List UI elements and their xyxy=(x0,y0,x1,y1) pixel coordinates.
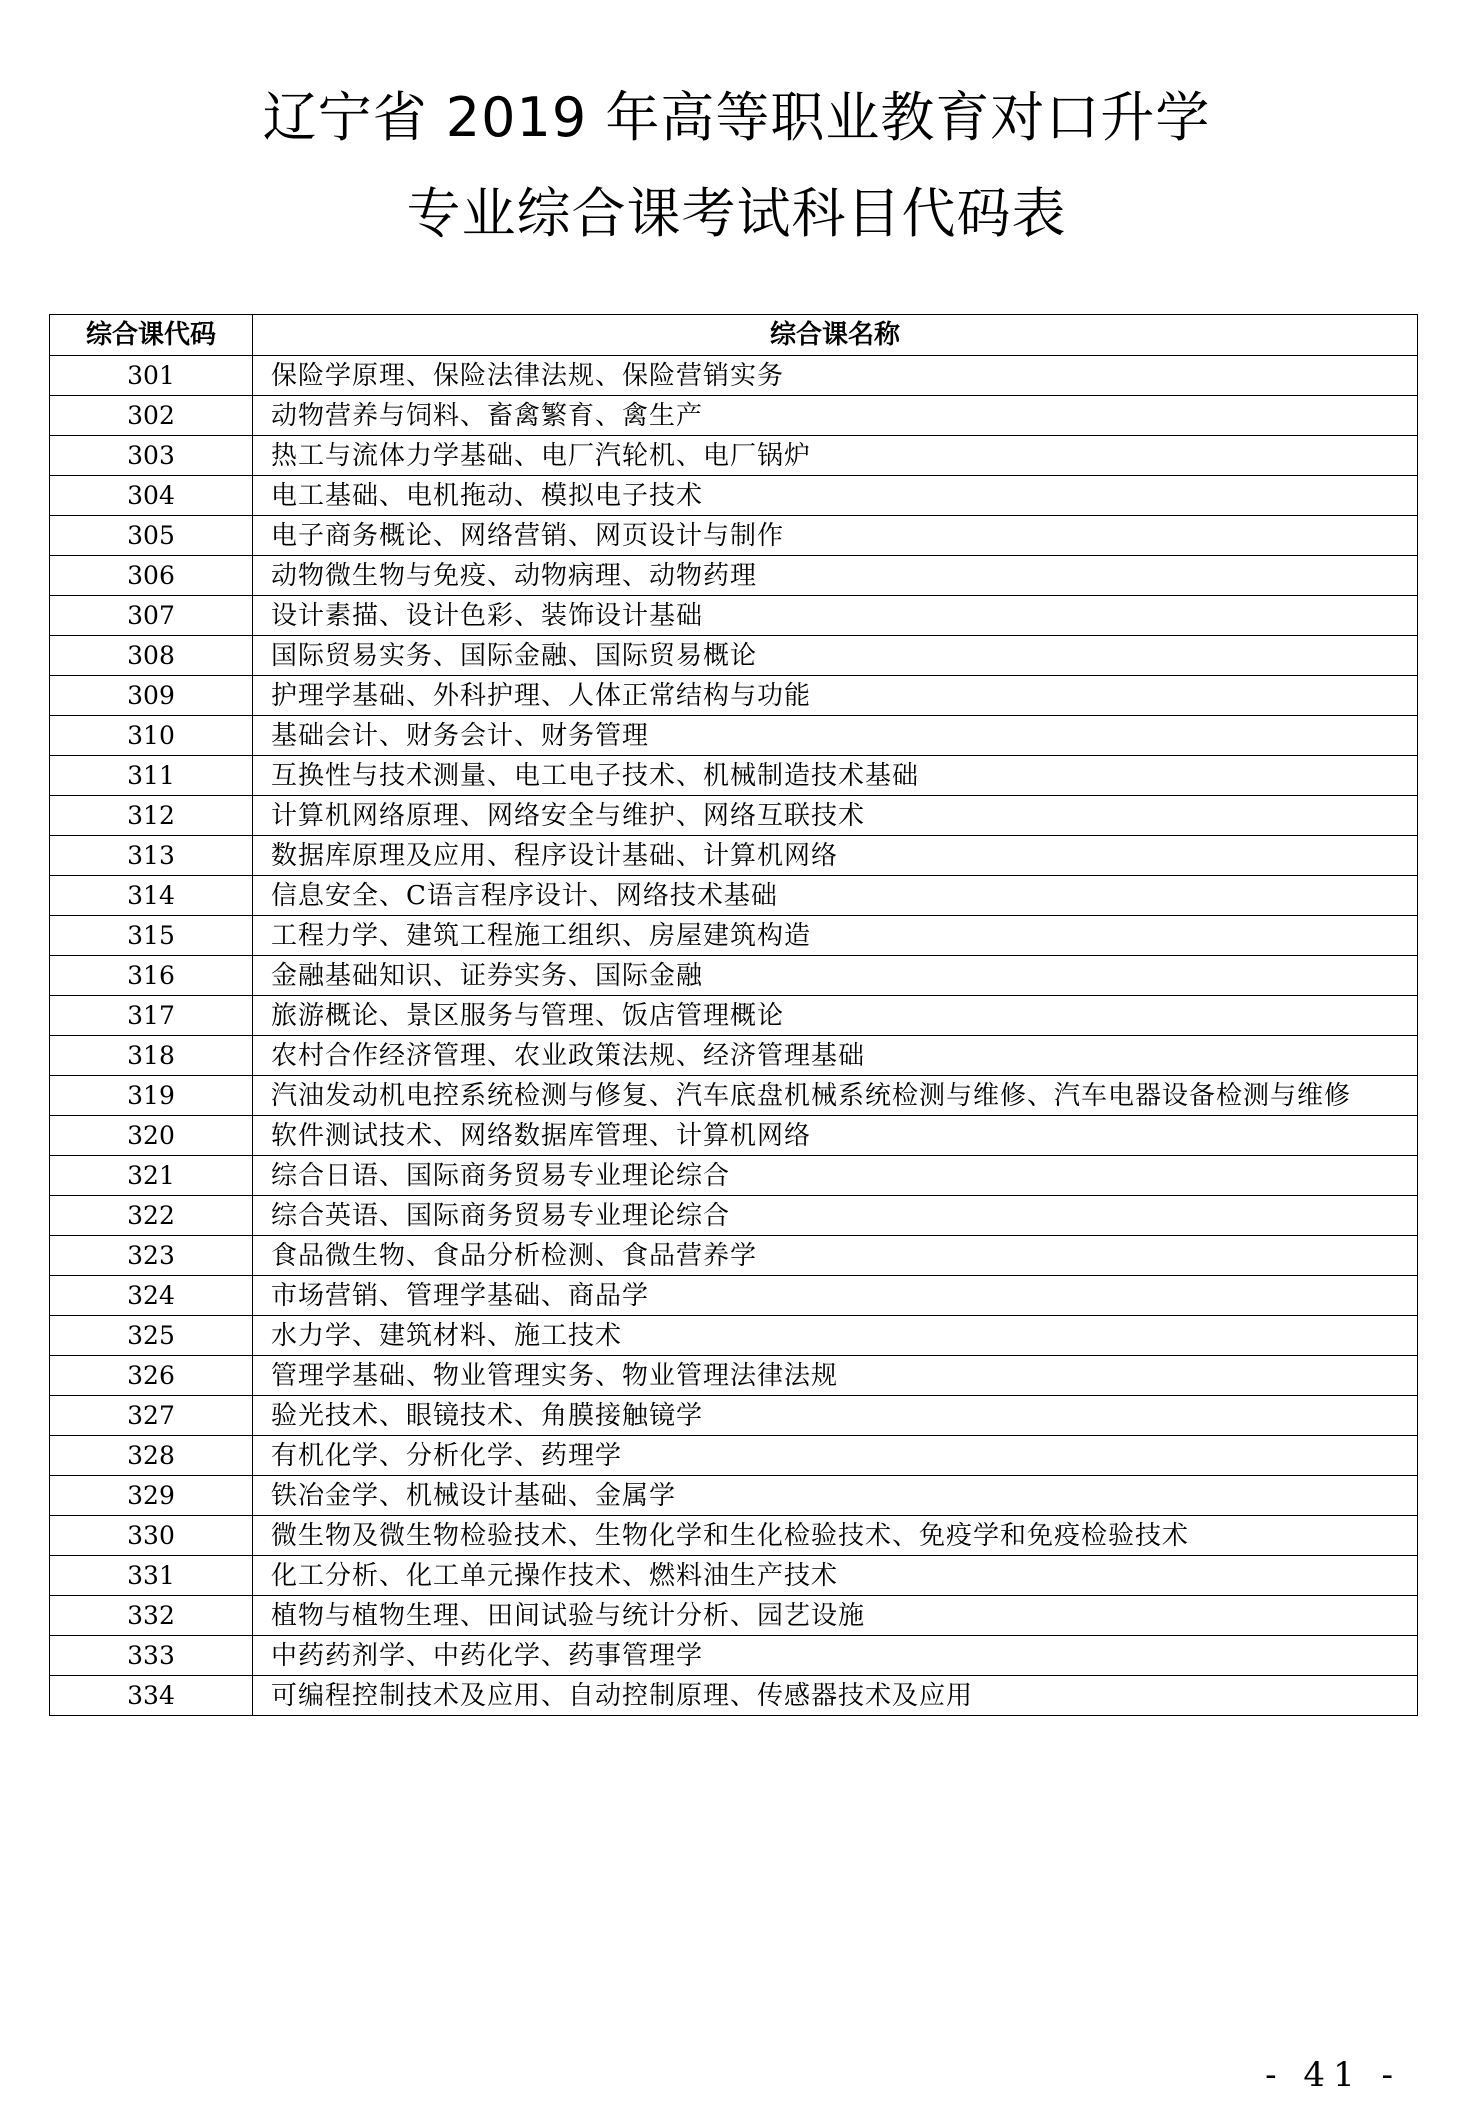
course-name-cell: 信息安全、C语言程序设计、网络技术基础 xyxy=(253,876,1418,916)
course-name-cell: 基础会计、财务会计、财务管理 xyxy=(253,716,1418,756)
course-code-cell: 302 xyxy=(50,396,253,436)
table-row xyxy=(50,1196,1418,1236)
table-row xyxy=(50,836,1418,876)
page-number: - 41 - xyxy=(1265,2055,1401,2095)
table-row xyxy=(50,1556,1418,1596)
course-code-cell: 322 xyxy=(50,1196,253,1236)
title-line-1: 辽宁省 2019 年高等职业教育对口升学 xyxy=(262,86,1211,149)
table-row xyxy=(50,516,1418,556)
course-name-cell: 计算机网络原理、网络安全与维护、网络互联技术 xyxy=(253,796,1418,836)
course-code-cell: 314 xyxy=(50,876,253,916)
course-name-cell: 微生物及微生物检验技术、生物化学和生化检验技术、免疫学和免疫检验技术 xyxy=(253,1516,1418,1556)
course-code-cell: 325 xyxy=(50,1316,253,1356)
table-row xyxy=(50,396,1418,436)
table-row xyxy=(50,596,1418,636)
course-code-cell: 309 xyxy=(50,676,253,716)
course-code-cell: 321 xyxy=(50,1156,253,1196)
table-row xyxy=(50,1596,1418,1636)
course-name-cell: 软件测试技术、网络数据库管理、计算机网络 xyxy=(253,1116,1418,1156)
course-name-cell: 电子商务概论、网络营销、网页设计与制作 xyxy=(253,516,1418,556)
table-row xyxy=(50,636,1418,676)
course-name-cell: 动物微生物与免疫、动物病理、动物药理 xyxy=(253,556,1418,596)
course-name-cell: 验光技术、眼镜技术、角膜接触镜学 xyxy=(253,1396,1418,1436)
table-row xyxy=(50,556,1418,596)
table-row xyxy=(50,1156,1418,1196)
document-title xyxy=(0,72,1473,260)
course-code-cell: 327 xyxy=(50,1396,253,1436)
course-code-cell: 329 xyxy=(50,1476,253,1516)
course-name-cell: 可编程控制技术及应用、自动控制原理、传感器技术及应用 xyxy=(253,1676,1418,1716)
course-name-cell: 电工基础、电机拖动、模拟电子技术 xyxy=(253,476,1418,516)
table-row xyxy=(50,796,1418,836)
course-code-cell: 310 xyxy=(50,716,253,756)
table-row xyxy=(50,1676,1418,1716)
table-row xyxy=(50,756,1418,796)
course-name-cell: 互换性与技术测量、电工电子技术、机械制造技术基础 xyxy=(253,756,1418,796)
course-name-cell: 金融基础知识、证券实务、国际金融 xyxy=(253,956,1418,996)
table-row xyxy=(50,436,1418,476)
course-code-cell: 328 xyxy=(50,1436,253,1476)
course-name-cell: 铁冶金学、机械设计基础、金属学 xyxy=(253,1476,1418,1516)
course-name-cell: 市场营销、管理学基础、商品学 xyxy=(253,1276,1418,1316)
course-name-cell: 食品微生物、食品分析检测、食品营养学 xyxy=(253,1236,1418,1276)
course-code-cell: 304 xyxy=(50,476,253,516)
table-row xyxy=(50,916,1418,956)
table-row xyxy=(50,956,1418,996)
course-name-cell: 综合英语、国际商务贸易专业理论综合 xyxy=(253,1196,1418,1236)
table-row xyxy=(50,476,1418,516)
table-row xyxy=(50,356,1418,396)
course-name-cell: 农村合作经济管理、农业政策法规、经济管理基础 xyxy=(253,1036,1418,1076)
course-name-cell: 保险学原理、保险法律法规、保险营销实务 xyxy=(253,356,1418,396)
course-code-cell: 317 xyxy=(50,996,253,1036)
table-row xyxy=(50,1076,1418,1116)
course-name-cell: 工程力学、建筑工程施工组织、房屋建筑构造 xyxy=(253,916,1418,956)
course-code-cell: 312 xyxy=(50,796,253,836)
course-code-cell: 315 xyxy=(50,916,253,956)
course-code-cell: 320 xyxy=(50,1116,253,1156)
course-code-cell: 333 xyxy=(50,1636,253,1676)
course-name-cell: 植物与植物生理、田间试验与统计分析、园艺设施 xyxy=(253,1596,1418,1636)
course-name-cell: 动物营养与饲料、畜禽繁育、禽生产 xyxy=(253,396,1418,436)
table-row xyxy=(50,1516,1418,1556)
table-row xyxy=(50,1396,1418,1436)
table-row xyxy=(50,1236,1418,1276)
course-name-cell: 水力学、建筑材料、施工技术 xyxy=(253,1316,1418,1356)
course-code-cell: 334 xyxy=(50,1676,253,1716)
course-code-cell: 319 xyxy=(50,1076,253,1116)
course-name-cell: 热工与流体力学基础、电厂汽轮机、电厂锅炉 xyxy=(253,436,1418,476)
table-row xyxy=(50,1636,1418,1676)
title-line-2: 专业综合课考试科目代码表 xyxy=(406,182,1067,245)
table-row xyxy=(50,1476,1418,1516)
table-row xyxy=(50,716,1418,756)
course-code-cell: 318 xyxy=(50,1036,253,1076)
course-code-cell: 301 xyxy=(50,356,253,396)
table-row xyxy=(50,1316,1418,1356)
course-code-cell: 331 xyxy=(50,1556,253,1596)
course-code-cell: 326 xyxy=(50,1356,253,1396)
course-code-table xyxy=(49,314,1418,1716)
table-row xyxy=(50,676,1418,716)
course-name-cell: 有机化学、分析化学、药理学 xyxy=(253,1436,1418,1476)
course-name-cell: 管理学基础、物业管理实务、物业管理法律法规 xyxy=(253,1356,1418,1396)
course-code-cell: 313 xyxy=(50,836,253,876)
table-row xyxy=(50,876,1418,916)
table-row xyxy=(50,996,1418,1036)
table-body xyxy=(50,356,1418,1716)
course-name-cell: 国际贸易实务、国际金融、国际贸易概论 xyxy=(253,636,1418,676)
header-course-name: 综合课名称 xyxy=(253,315,1418,356)
course-code-cell: 311 xyxy=(50,756,253,796)
table-row xyxy=(50,1036,1418,1076)
course-code-cell: 330 xyxy=(50,1516,253,1556)
course-name-cell: 设计素描、设计色彩、装饰设计基础 xyxy=(253,596,1418,636)
course-code-cell: 306 xyxy=(50,556,253,596)
course-name-cell: 数据库原理及应用、程序设计基础、计算机网络 xyxy=(253,836,1418,876)
course-code-cell: 308 xyxy=(50,636,253,676)
course-name-cell: 综合日语、国际商务贸易专业理论综合 xyxy=(253,1156,1418,1196)
table-header-row xyxy=(50,315,1418,356)
table-row xyxy=(50,1436,1418,1476)
course-code-cell: 324 xyxy=(50,1276,253,1316)
course-code-cell: 305 xyxy=(50,516,253,556)
course-name-cell: 化工分析、化工单元操作技术、燃料油生产技术 xyxy=(253,1556,1418,1596)
course-code-cell: 307 xyxy=(50,596,253,636)
course-code-cell: 332 xyxy=(50,1596,253,1636)
table-row xyxy=(50,1356,1418,1396)
course-name-cell: 中药药剂学、中药化学、药事管理学 xyxy=(253,1636,1418,1676)
course-code-cell: 303 xyxy=(50,436,253,476)
course-name-cell: 护理学基础、外科护理、人体正常结构与功能 xyxy=(253,676,1418,716)
table-row xyxy=(50,1276,1418,1316)
header-course-code: 综合课代码 xyxy=(50,315,253,356)
table-row xyxy=(50,1116,1418,1156)
course-code-cell: 323 xyxy=(50,1236,253,1276)
course-name-cell: 旅游概论、景区服务与管理、饭店管理概论 xyxy=(253,996,1418,1036)
course-name-cell: 汽油发动机电控系统检测与修复、汽车底盘机械系统检测与维修、汽车电器设备检测与维修 xyxy=(253,1076,1418,1116)
course-code-cell: 316 xyxy=(50,956,253,996)
